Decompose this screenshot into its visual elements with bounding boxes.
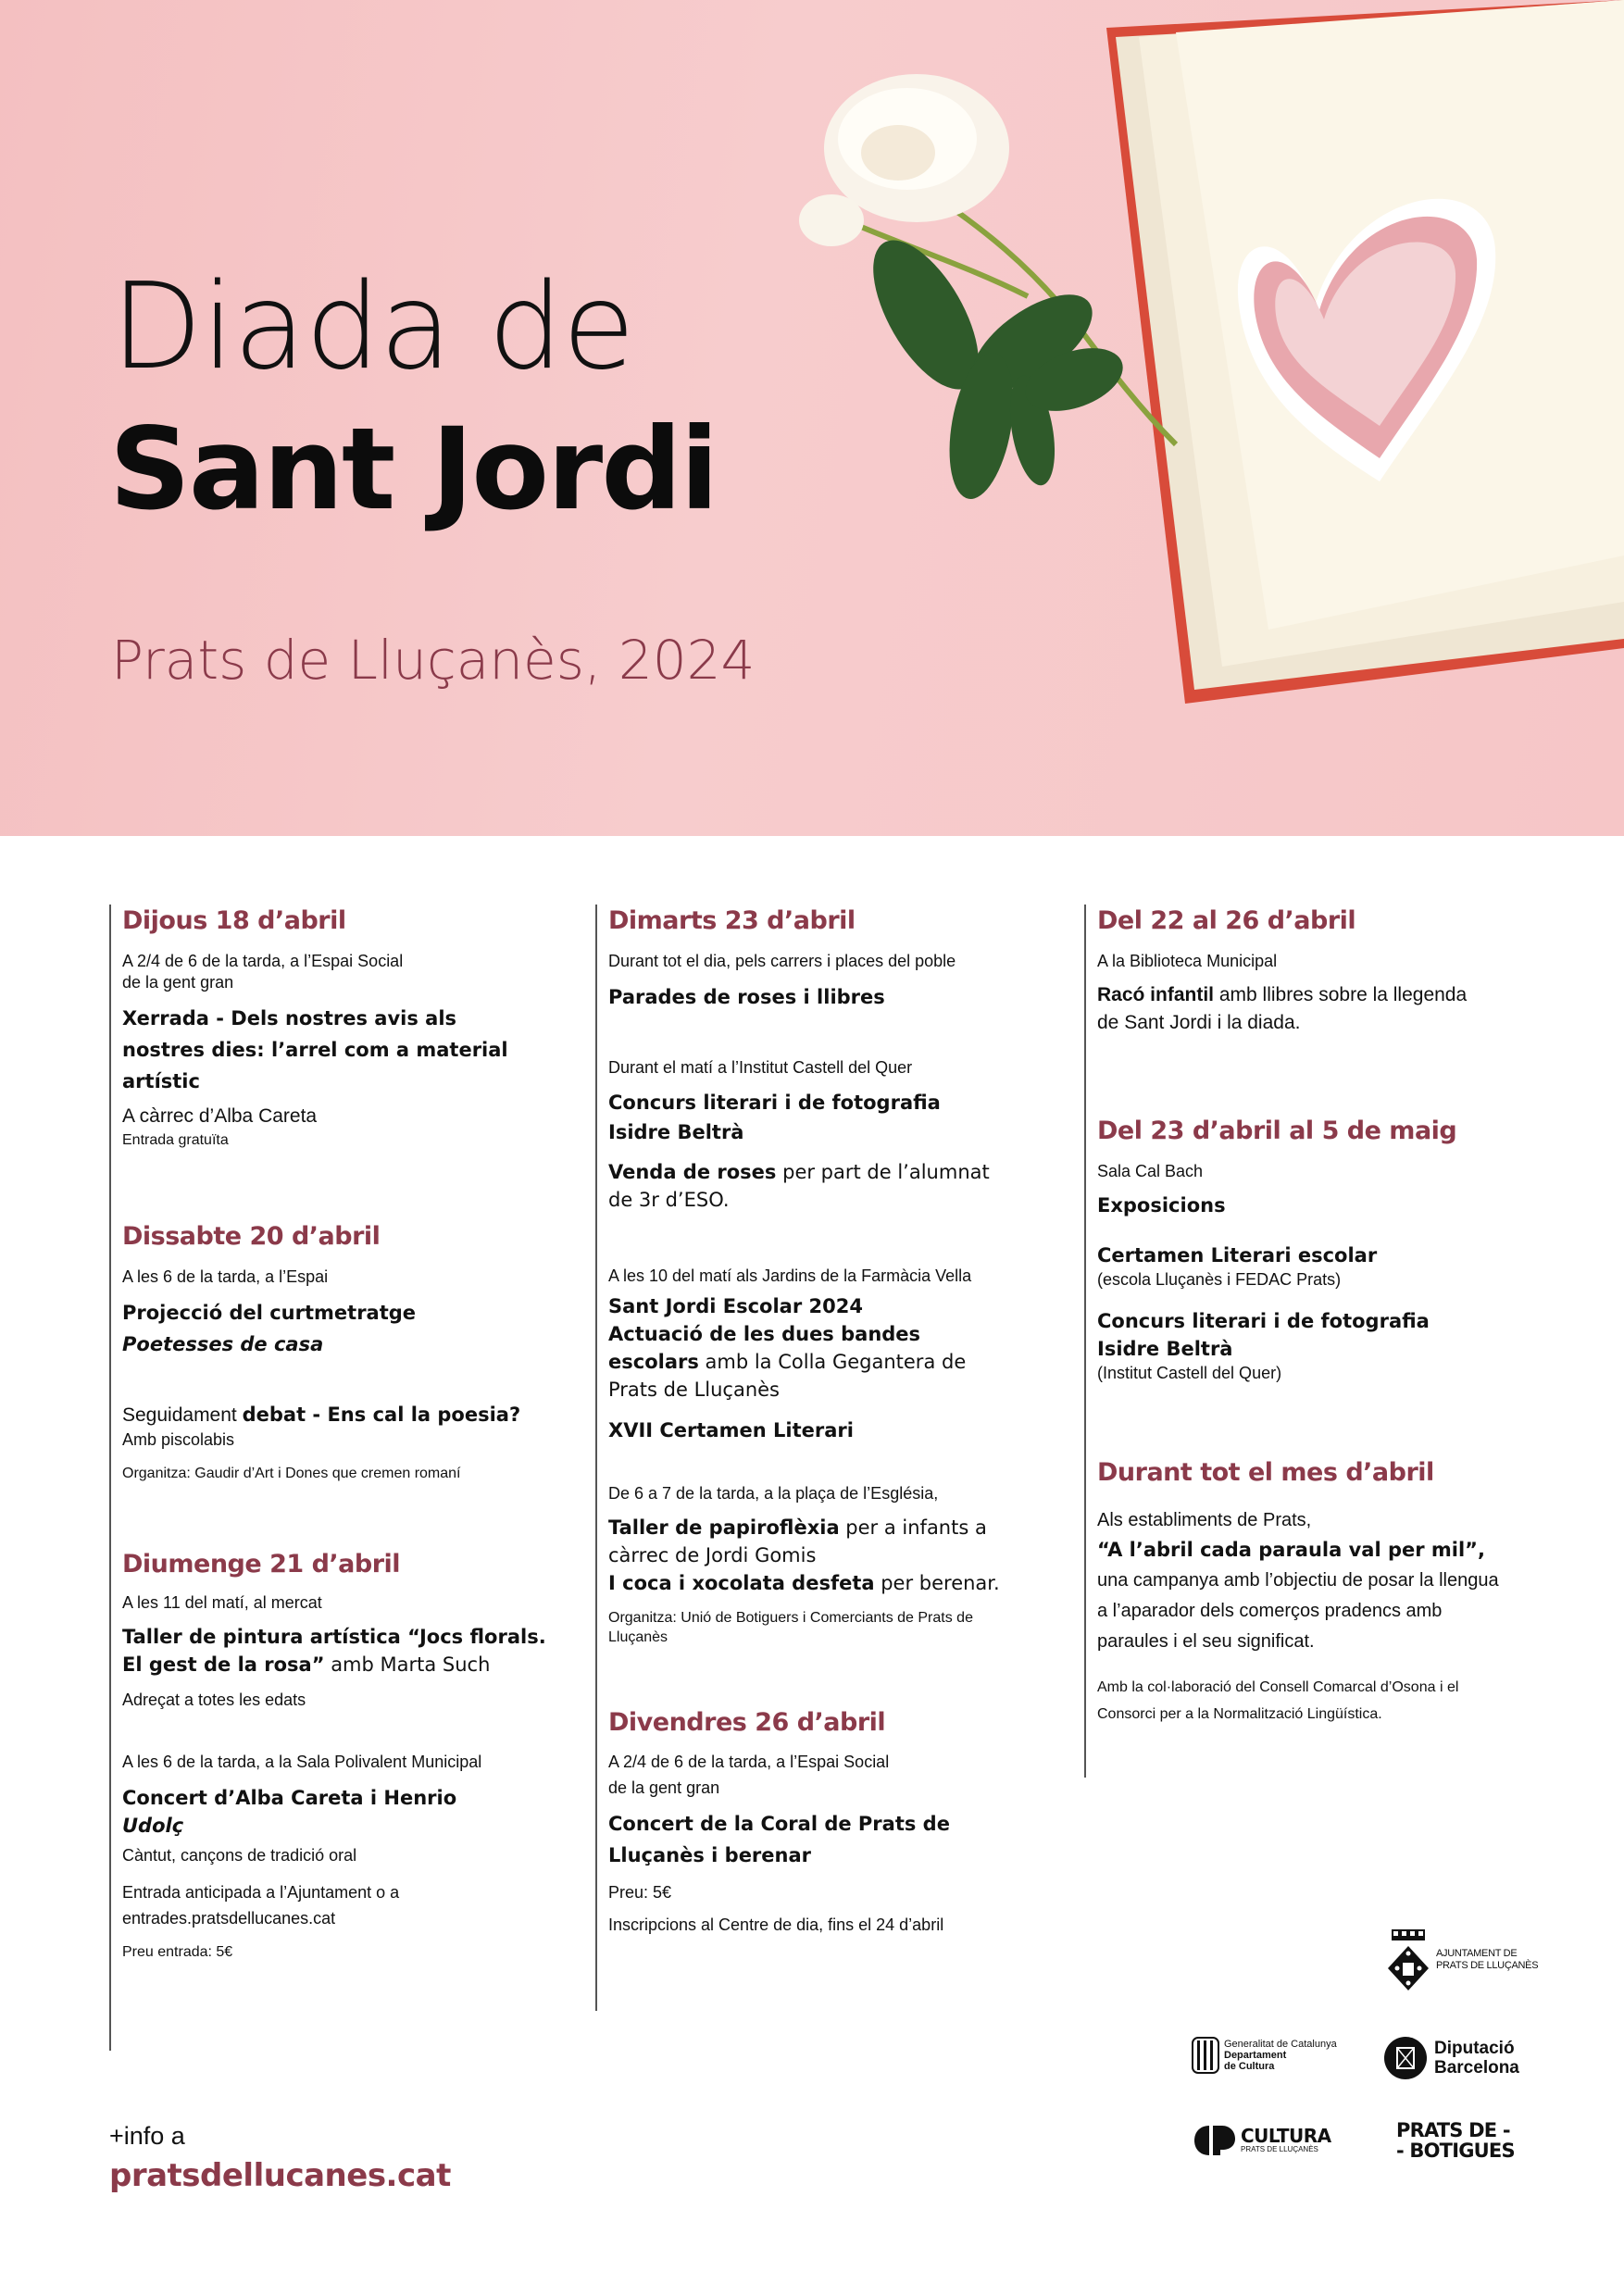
kids-corner-title: Racó infantil [1097,984,1215,1005]
column-3 [1084,905,1560,1778]
event-title [122,1623,557,1678]
generalitat-logo [1192,2037,1337,2074]
leaves-icon [852,224,1131,504]
rose-sale-desc: per part de l’alumnat de 3r d’ESO. [608,1161,990,1211]
rose-sale-title: Venda de roses [608,1161,777,1183]
day-heading: Divendres 26 d’abril [608,1708,886,1737]
event-time: A 2/4 de 6 de la tarda, a l’Espai Social [608,1753,890,1771]
generalitat-line1: Generalitat de Catalunya [1224,2039,1337,2050]
column-1 [109,905,585,2051]
ticket-price: Preu entrada: 5€ [122,1944,233,1960]
campaign-collaboration: Amb la col·laboració del Consell Comarcal d’Osona i el Consorci per a la Normalització Lingüística. [1097,1679,1459,1722]
event-title: Parades de roses i llibres [608,986,885,1008]
exhibit-2-sub: (Institut Castell del Quer) [1097,1364,1282,1382]
event-followup [122,1401,585,1429]
day-heading: Dijous 18 d’abril [122,906,346,935]
botigues-line2: - BOTIGUES [1396,2140,1515,2162]
event-price: Preu: 5€ [608,1883,672,1902]
website-link[interactable]: pratsdellucanes.cat [109,2157,451,2194]
white-rose-icon [799,74,1009,246]
event-title: Xerrada - Dels nostres avis als nostres dies: l’arrel com a material artístic [122,1007,508,1092]
day-section-mes-abril [1097,1456,1560,1728]
day-heading: Dissabte 20 d’abril [122,1222,381,1251]
day-section-dijous-18 [122,905,585,1150]
day-section-divendres-26 [608,1706,1071,1936]
concert-title: Concert d’Alba Careta i Henrio [122,1787,457,1809]
snack-title: I coca i xocolata desfeta [608,1572,875,1594]
day-section-dimarts-23 [608,905,1071,1647]
diputacio-line1: Diputació [1434,2039,1515,2058]
followup-debate: debat - Ens cal la poesia? [242,1404,521,1426]
film-title: Poetesses de casa [122,1333,324,1355]
generalitat-line3: de Cultura [1224,2061,1275,2072]
school-bands-title: Actuació de les dues bandes escolars [608,1323,921,1373]
event-speaker: A càrrec d’Alba Careta [122,1105,318,1127]
day-section-22-26-abril [1097,905,1560,1037]
ticket-info: Entrada anticipada a l’Ajuntament o a entrades.pratsdellucanes.cat [122,1883,400,1928]
event-signup: Inscripcions al Centre de dia, fins el 24 d’abril [608,1915,944,1934]
workshop-host: amb Marta Such [324,1653,491,1676]
rose-book-heart-illustration [787,0,1624,836]
concert-title-italic [122,1812,585,1840]
ajuntament-line1: AJUNTAMENT DE [1436,1948,1518,1959]
event-place: A la Biblioteca Municipal [1097,952,1278,970]
exhibit-1-title: Certamen Literari escolar [1097,1244,1378,1267]
event-organizer: Organitza: Gaudir d’Art i Dones que cremen romaní [122,1466,461,1481]
day-section-diumenge-21 [122,1548,585,1962]
campaign-name: “A l’abril cada paraula val per mil”, [1097,1539,1485,1561]
campaign-intro: Als establiments de Prats, [1097,1510,1312,1530]
event-time-cont: de la gent gran [608,1778,720,1797]
event-time: A les 11 del matí, al mercat [122,1593,322,1612]
snack-desc: per berenar. [874,1572,1000,1594]
event-title: Concert de la Coral de Prats de Lluçanès i berenar [608,1813,950,1866]
senyera-icon [1192,2037,1219,2074]
subtitle: Prats de Lluçanès, 2024 [111,629,756,692]
diputacio-line2: Barcelona [1434,2058,1519,2078]
exhibitions-title: Exposicions [1097,1194,1226,1217]
event-snack: Amb piscolabis [122,1430,235,1449]
school-event-title: Sant Jordi Escolar 2024 [608,1295,863,1317]
literary-contest: XVII Certamen Literari [608,1419,854,1441]
snack-event [608,1569,1071,1597]
diputacio-logo [1384,2037,1519,2079]
concert-description: Càntut, cançons de tradició oral [122,1846,357,1865]
cultura-line1: CULTURA [1241,2125,1331,2147]
cultura-logo [1194,2126,1331,2155]
title-line-1: Diada de [111,258,634,396]
event-time-2: A les 6 de la tarda, a la Sala Polivalent Municipal [122,1753,482,1771]
event-place: Sala Cal Bach [1097,1162,1204,1180]
day-section-23-abril-5-maig [1097,1115,1560,1384]
column-2 [595,905,1071,2011]
school-bands [608,1320,1006,1404]
day-heading: Del 22 al 26 d’abril [1097,906,1356,935]
ajuntament-line2: PRATS DE LLUÇANÈS [1436,1960,1539,1971]
exhibit-2-name: Isidre Beltrà [1097,1338,1233,1360]
event-time: Durant tot el dia, pels carrers i places del poble [608,952,956,970]
campaign-description: una campanya amb l’objectiu de posar la llengua a l’aparador dels comerços pradencs amb paraules i el seu significat. [1097,1570,1499,1652]
event-audience: Adreçat a totes les edats [122,1691,306,1709]
event-time-4: De 6 a 7 de la tarda, a la plaça de l’Església, [608,1484,939,1503]
botigues-line1: PRATS DE - [1396,2119,1510,2141]
origami-title: Taller de papiroflèxia [608,1516,840,1539]
generalitat-line2: Departament [1224,2050,1287,2061]
more-info-label: +info a [109,2122,185,2150]
day-heading: Del 23 d’abril al 5 de maig [1097,1117,1457,1145]
day-heading: Durant tot el mes d’abril [1097,1458,1434,1487]
diputacio-shield-icon [1384,2037,1427,2079]
ajuntament-logo [1386,1928,1538,1992]
event-title: Projecció del curtmetratge [122,1302,417,1324]
cultura-cp-icon [1194,2126,1235,2155]
prats-de-botigues-logo [1396,2120,1515,2161]
concert-name: Udolç [122,1815,184,1837]
day-heading: Diumenge 21 d’abril [122,1550,401,1578]
kids-corner-desc: amb llibres sobre la llegenda de Sant Jordi i la diada. [1097,984,1468,1033]
event-time-3: A les 10 del matí als Jardins de la Farmàcia Vella [608,1267,972,1285]
event-time-2: Durant el matí a l’Institut Castell del Quer [608,1058,913,1077]
day-section-dissabte-20 [122,1220,585,1483]
origami-workshop [608,1514,1016,1569]
origami-desc: per a infants a càrrec de Jordi Gomis [608,1516,987,1566]
followup-prefix: Seguidament [122,1404,237,1426]
event-time-cont: de la gent gran [122,973,234,992]
contest-name: Isidre Beltrà [608,1121,744,1143]
coat-of-arms-icon [1386,1928,1430,1992]
school-bands-desc: amb la Colla Gegantera de Prats de Lluçanès [608,1351,967,1401]
workshop-title: Taller de pintura artística “Jocs florals. El gest de la rosa” [122,1626,546,1676]
rose-sale [608,1158,1006,1214]
event-organizer: Organitza: Unió de Botiguers i Comerciants de Prats de Lluçanès [608,1610,973,1645]
contest-title: Concurs literari i de fotografia [608,1092,941,1114]
event-title-italic [122,1329,585,1360]
exhibit-1-sub: (escola Lluçanès i FEDAC Prats) [1097,1270,1342,1289]
day-heading: Dimarts 23 d’abril [608,906,856,935]
cultura-line2: PRATS DE LLUÇANÈS [1241,2145,1318,2153]
title-line-2: Sant Jordi [109,404,718,535]
exhibit-2-title: Concurs literari i de fotografia [1097,1310,1430,1332]
event-note: Entrada gratuïta [122,1132,229,1148]
hero-banner [0,0,1624,836]
event-time: A 2/4 de 6 de la tarda, a l’Espai Social [122,952,404,970]
event-title [1097,981,1486,1037]
event-time: A les 6 de la tarda, a l’Espai [122,1267,329,1286]
